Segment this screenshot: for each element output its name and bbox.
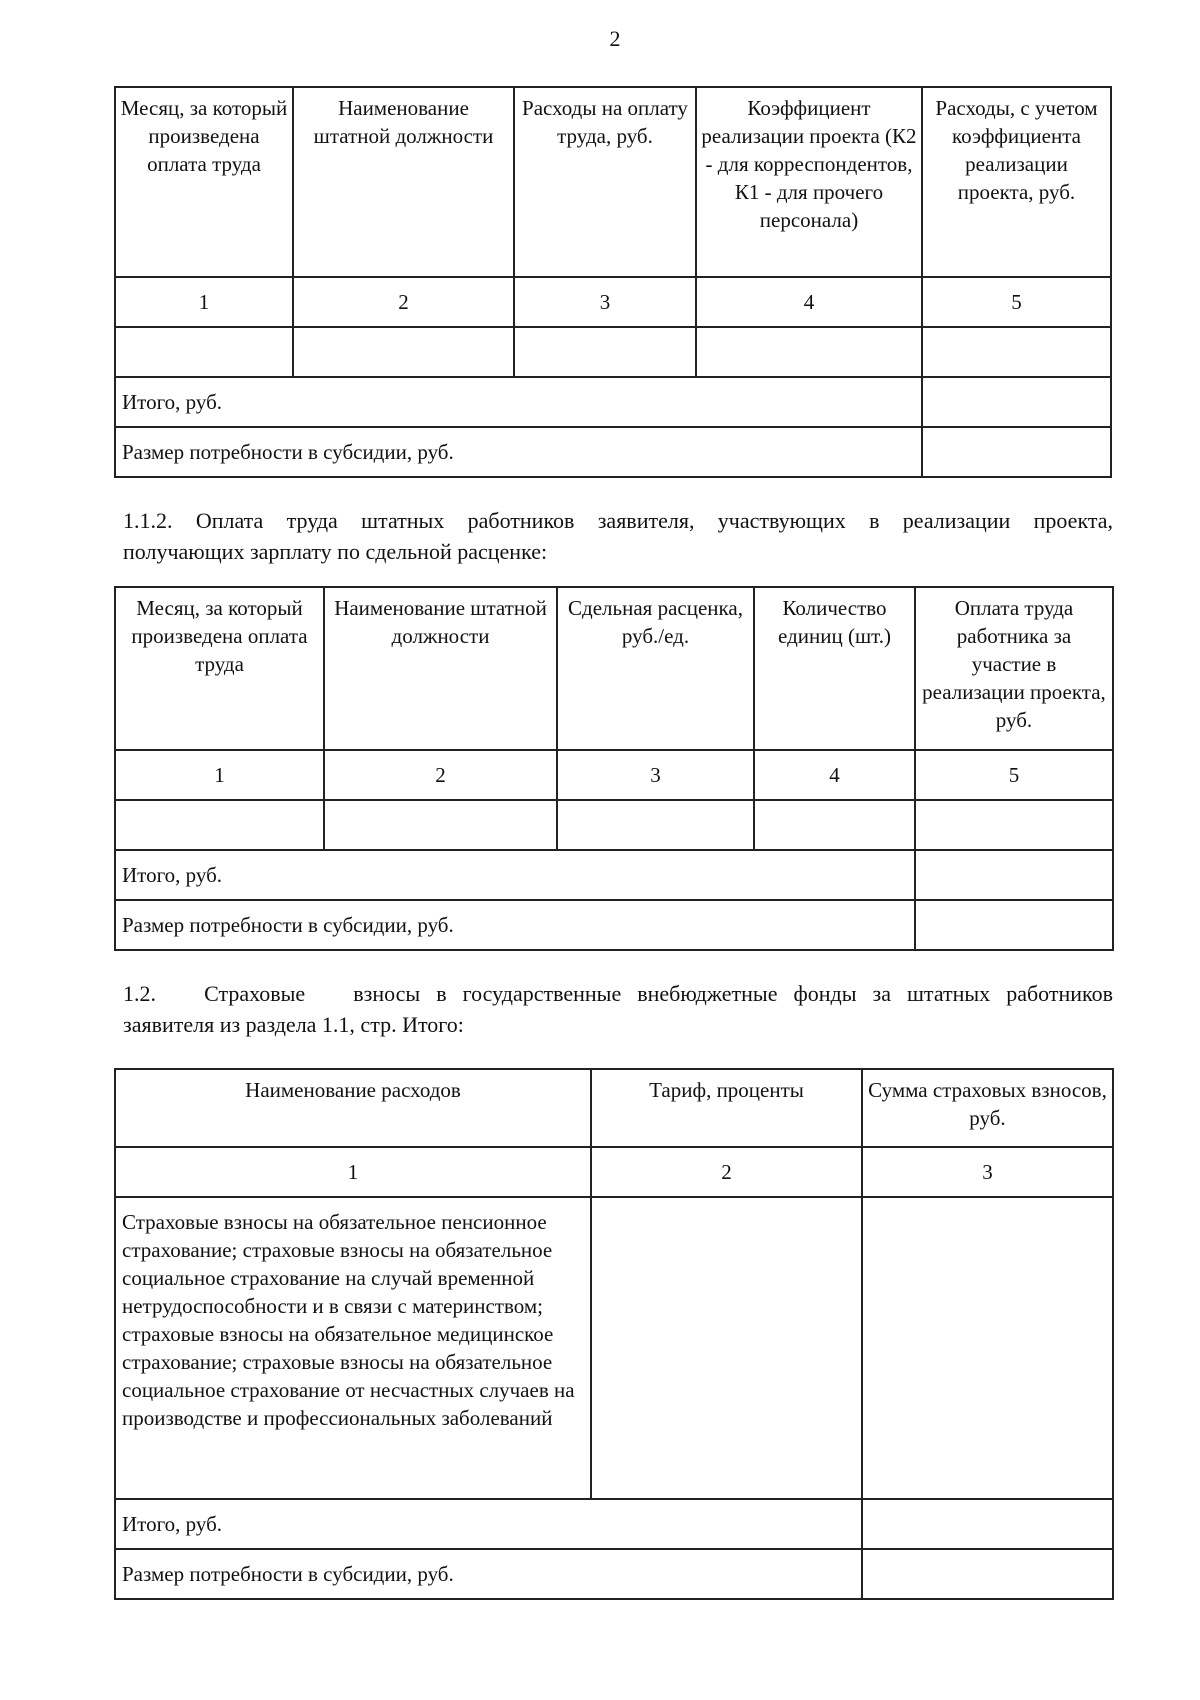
cell-expense-name: Страховые взносы на обязательное пенсионное страхование; страховые взносы на обязательное социальное страхование на случай временной нетрудоспособности и в связи с материнством; страховые взносы на обязательное медицинское страхование; страховые взносы на обязательное социальное страхование от несчастных случаев на производстве и профессиональных заболеваний — [115, 1197, 591, 1499]
column-number: 5 — [915, 750, 1113, 800]
total-value[interactable] — [915, 850, 1113, 900]
total-value[interactable] — [862, 1499, 1113, 1549]
piecework-salary-table — [114, 586, 1114, 951]
table-row — [115, 1197, 1113, 1499]
cell-amount[interactable] — [862, 1197, 1113, 1499]
total-label: Итого, руб. — [115, 1499, 862, 1549]
subsidy-label: Размер потребности в субсидии, руб. — [115, 1549, 862, 1599]
column-number: 3 — [514, 277, 696, 327]
cell-month[interactable] — [115, 327, 293, 377]
cell-month[interactable] — [115, 800, 324, 850]
cell-position[interactable] — [324, 800, 557, 850]
column-number: 3 — [862, 1147, 1113, 1197]
subsidy-label: Размер потребности в субсидии, руб. — [115, 900, 915, 950]
subsidy-value[interactable] — [915, 900, 1113, 950]
subsidy-value[interactable] — [922, 427, 1111, 477]
cell-expenses[interactable] — [922, 327, 1111, 377]
header-month: Месяц, за который произведена оплата труда — [115, 587, 324, 750]
page-number: 2 — [609, 26, 621, 51]
column-number: 2 — [293, 277, 514, 327]
section-1-2-text — [123, 978, 1113, 1040]
total-label: Итого, руб. — [115, 850, 915, 900]
subsidy-value[interactable] — [862, 1549, 1113, 1599]
header-contribution-amount: Сумма страховых взносов, руб. — [862, 1069, 1113, 1147]
total-value[interactable] — [922, 377, 1111, 427]
salary-expenses-table — [114, 86, 1112, 478]
header-position: Наименование штатной должности — [324, 587, 557, 750]
table-row — [115, 800, 1113, 850]
header-month: Месяц, за который произведена оплата труда — [115, 87, 293, 277]
header-expenses-with-coefficient: Расходы, с учетом коэффициента реализации проекта, руб. — [922, 87, 1111, 277]
header-salary-expenses: Расходы на оплату труда, руб. — [514, 87, 696, 277]
cell-tariff[interactable] — [591, 1197, 862, 1499]
column-number: 3 — [557, 750, 754, 800]
header-quantity: Количество единиц (шт.) — [754, 587, 915, 750]
section-1-1-2-text — [123, 505, 1113, 567]
header-coefficient: Коэффициент реализации проекта (К2 - для корреспондентов, К1 - для прочего персонала) — [696, 87, 922, 277]
section-1-1-2-line2: получающих зарплату по сдельной расценке: — [123, 539, 548, 564]
table-row — [115, 327, 1111, 377]
total-label: Итого, руб. — [115, 377, 922, 427]
header-expense-name: Наименование расходов — [115, 1069, 591, 1147]
column-number: 5 — [922, 277, 1111, 327]
column-number: 1 — [115, 1147, 591, 1197]
column-number: 2 — [591, 1147, 862, 1197]
insurance-contributions-table — [114, 1068, 1114, 1600]
column-number: 4 — [754, 750, 915, 800]
header-worker-payment: Оплата труда работника за участие в реализации проекта, руб. — [915, 587, 1113, 750]
cell-piece-rate[interactable] — [557, 800, 754, 850]
header-position: Наименование штатной должности — [293, 87, 514, 277]
cell-salary[interactable] — [514, 327, 696, 377]
cell-payment[interactable] — [915, 800, 1113, 850]
section-1-2-line1: 1.2. Страховые взносы в государственные внебюджетные фонды за штатных работников — [123, 981, 1113, 1006]
column-number: 1 — [115, 277, 293, 327]
section-1-2-line2: заявителя из раздела 1.1, стр. Итого: — [123, 1012, 464, 1037]
column-number: 4 — [696, 277, 922, 327]
cell-coefficient[interactable] — [696, 327, 922, 377]
column-number: 2 — [324, 750, 557, 800]
header-tariff: Тариф, проценты — [591, 1069, 862, 1147]
column-number: 1 — [115, 750, 324, 800]
subsidy-label: Размер потребности в субсидии, руб. — [115, 427, 922, 477]
cell-quantity[interactable] — [754, 800, 915, 850]
header-piece-rate: Сдельная расценка, руб./ед. — [557, 587, 754, 750]
cell-position[interactable] — [293, 327, 514, 377]
section-1-1-2-line1: 1.1.2. Оплата труда штатных работников заявителя, участвующих в реализации проекта, — [123, 508, 1113, 533]
